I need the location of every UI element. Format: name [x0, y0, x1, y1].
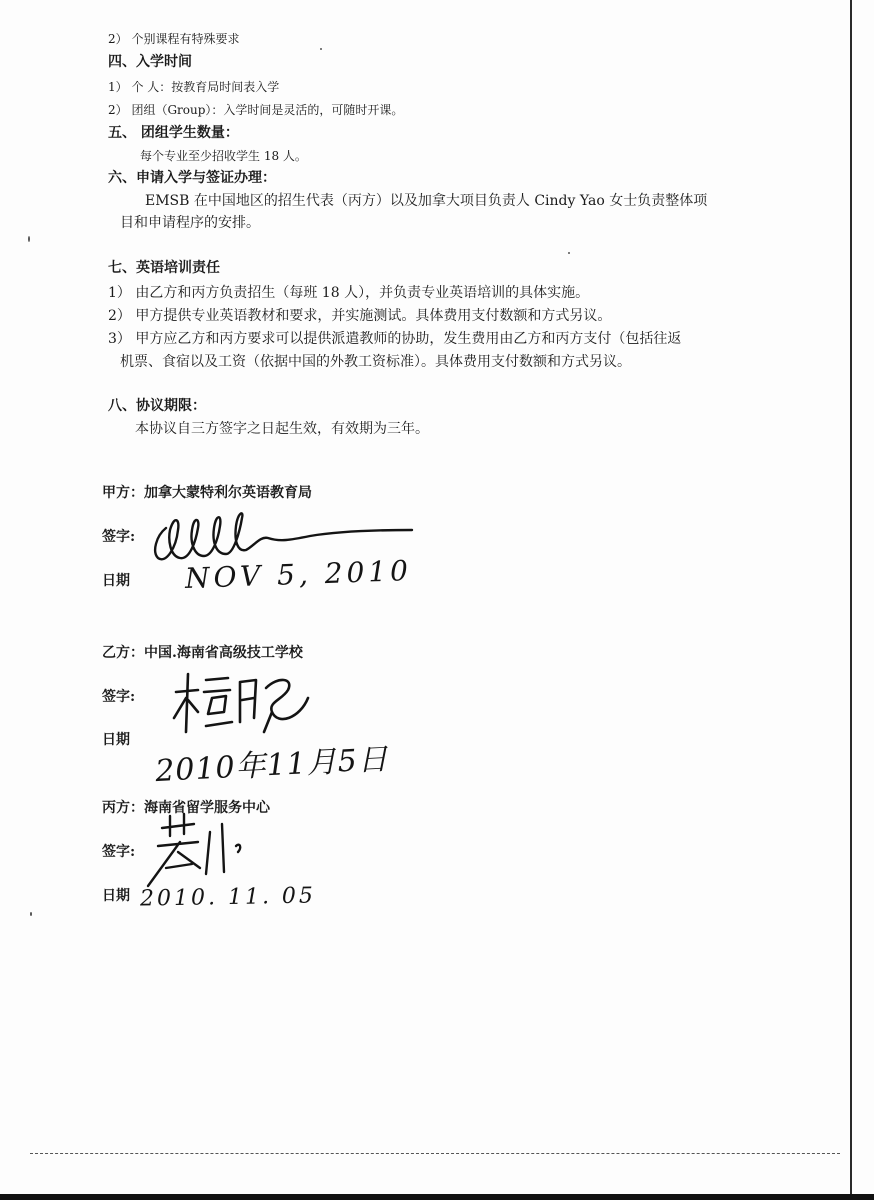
item-group-enrollment: 2） 团组（Group）：入学时间是灵活的，可随时开课。 — [108, 103, 404, 117]
item-special-course-requirement: 2） 个别课程有特殊要求 — [108, 32, 240, 46]
party-c-label: 丙方：海南省留学服务中心 — [102, 800, 270, 816]
party-a-date-handwritten: NOV 5, 2010 — [184, 554, 413, 595]
party-c-signature — [140, 812, 280, 892]
scan-speck — [320, 48, 322, 50]
party-b-label: 乙方：中国.海南省高级技工学校 — [102, 645, 303, 661]
scan-speck — [28, 236, 30, 242]
item-training-3-cont: 机票、食宿以及工资（依据中国的外教工资标准）。具体费用支付数额和方式另议。 — [120, 354, 631, 370]
heading-enrollment-time: 四、入学时间 — [108, 54, 192, 70]
scan-speck — [30, 912, 32, 916]
heading-agreement-term: 八、协议期限： — [108, 398, 206, 414]
heading-application-visa: 六、申请入学与签证办理： — [108, 170, 276, 186]
party-b-date-label: 日期 — [102, 732, 130, 748]
party-c-date-label: 日期 — [102, 888, 130, 904]
party-b-date-handwritten: 2010年11月5日 — [154, 741, 390, 790]
scan-edge-bottom — [0, 1194, 874, 1200]
party-a-label: 甲方：加拿大蒙特利尔英语教育局 — [102, 485, 312, 501]
text-application-para-1: EMSB 在中国地区的招生代表（丙方）以及加拿大项目负责人 Cindy Yao 女士负责整体项 — [145, 193, 708, 209]
scan-fold-line — [30, 1153, 840, 1154]
item-individual-enrollment: 1） 个 人：按教育局时间表入学 — [108, 80, 280, 94]
party-b-signature — [168, 668, 328, 740]
party-c-sign-label: 签字: — [102, 844, 136, 860]
party-a-sign-label: 签字: — [102, 529, 136, 545]
item-training-3: 3） 甲方应乙方和丙方要求可以提供派遣教师的协助，发生费用由乙方和丙方支付（包括往返 — [108, 331, 682, 347]
scan-edge-right — [850, 0, 852, 1200]
text-agreement-term: 本协议自三方签字之日起生效，有效期为三年。 — [135, 421, 429, 437]
heading-english-training: 七、英语培训责任 — [108, 260, 220, 276]
text-application-para-2: 目和申请程序的安排。 — [120, 215, 260, 231]
scan-speck — [568, 252, 570, 254]
party-b-sign-label: 签字: — [102, 689, 136, 705]
heading-group-size: 五、 团组学生数量： — [108, 125, 239, 141]
item-training-1: 1） 由乙方和丙方负责招生（每班 18 人），并负责专业英语培训的具体实施。 — [108, 285, 590, 301]
text-min-students: 每个专业至少招收学生 18 人。 — [140, 149, 307, 163]
party-a-date-label: 日期 — [102, 573, 130, 589]
party-c-date-handwritten: 2010. 11. 05 — [139, 883, 317, 912]
item-training-2: 2） 甲方提供专业英语教材和要求，并实施测试。具体费用支付数额和方式另议。 — [108, 308, 612, 324]
